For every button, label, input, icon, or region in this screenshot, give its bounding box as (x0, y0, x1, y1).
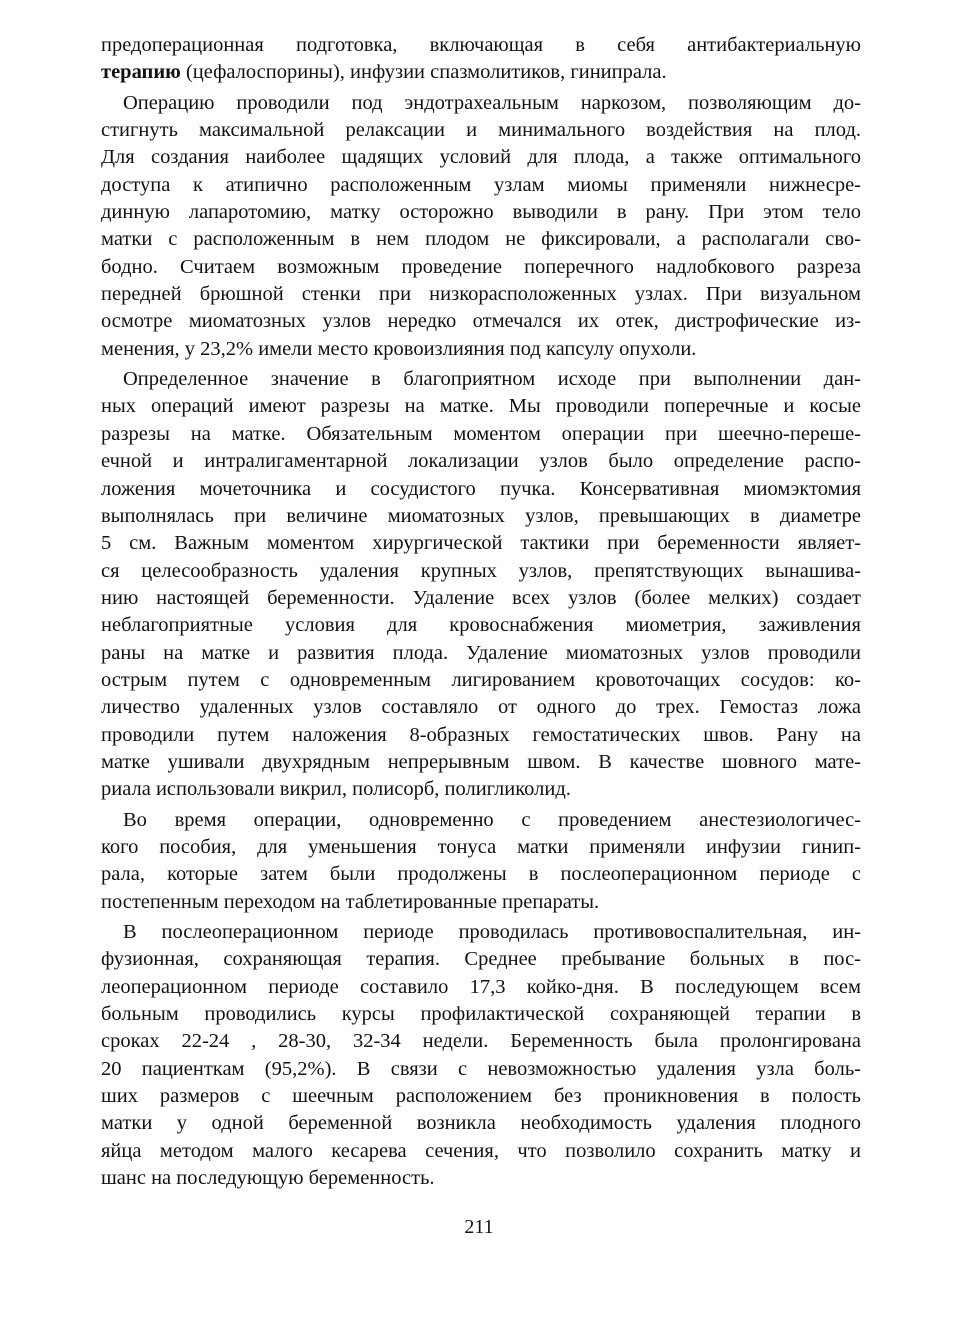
page-number: 211 (464, 1216, 494, 1238)
text-line: Во время операции, одновременно с проведением анестезиологичес- (123, 808, 861, 831)
paragraph (101, 90, 861, 363)
text-line: стигнуть максимальной релаксации и минимального воздействия на плод. (101, 119, 861, 142)
bold-term: терапию (101, 61, 181, 84)
text-line: матки с расположенным в нем плодом не фиксировали, а располагали сво- (101, 228, 861, 251)
text-line: ных операций имеют разрезы на матке. Мы проводили поперечные и косые (101, 395, 861, 418)
paragraph (101, 919, 861, 1192)
text-line: риала использовали викрил, полисорб, полигликолид. (101, 778, 571, 801)
text-line: ся целесообразность удаления крупных узлов, препятствующих вынашива- (101, 559, 861, 582)
text-line: фузионная, сохраняющая терапия. Среднее пребывание больных в пос- (101, 948, 861, 971)
text-line-rest: (цефалоспорины), инфузии спазмолитиков, гинипрала. (185, 61, 667, 84)
text-line: сроках 22-24 , 28-30, 32-34 недели. Беременность была пролонгирована (101, 1030, 861, 1053)
text-line: шанс на последующую беременность. (101, 1167, 435, 1190)
text-line: рала, которые затем были продолжены в послеоперационном периоде с (101, 863, 861, 886)
text-line: Определенное значение в благоприятном исходе при выполнении дан- (123, 368, 861, 391)
text-line: постепенным переходом на таблетированные препараты. (101, 890, 600, 913)
text-line: матке ушивали двухрядным непрерывным швом. В качестве шовного мате- (101, 750, 861, 773)
text-line: раны на матке и развития плода. Удаление миоматозных узлов проводили (101, 641, 861, 664)
text-line: 5 см. Важным моментом хирургической тактики при беременности являет- (101, 532, 861, 555)
text-line: 20 пациенткам (95,2%). В связи с невозможностью удаления узла боль- (101, 1057, 861, 1080)
text-line: проводили путем наложения 8-образных гемостатических швов. Рану на (101, 723, 861, 746)
text-line: выполнялась при величине миоматозных узлов, превышающих в диаметре (101, 504, 861, 527)
document-page (101, 32, 861, 1192)
text-line: предоперационная подготовка, включающая в себя антибактериальную (101, 34, 861, 56)
paragraph (101, 366, 861, 804)
text-line: острым путем с одновременным лигированием кровоточащих сосудов: ко- (101, 668, 861, 691)
text-line: передней брюшной стенки при низкорасположенных узлах. При визуальном (101, 283, 861, 306)
text-line: Для создания наиболее щадящих условий для плода, а также оптимального (101, 146, 861, 169)
text-line: яйца методом малого кесарева сечения, что позволило сохранить матку и (101, 1139, 861, 1162)
text-line: ечной и интралигаментарной локализации узлов было определение распо- (101, 450, 861, 473)
paragraph (101, 807, 861, 916)
text-line: динную лапаротомию, матку осторожно выводили в рану. При этом тело (101, 201, 861, 224)
text-line: менения, у 23,2% имели место кровоизлияния под капсулу опухоли. (101, 337, 697, 360)
text-line: доступа к атипично расположенным узлам миомы применяли нижнесре- (101, 173, 861, 196)
text-line: нию настоящей беременности. Удаление всех узлов (более мелких) создает (101, 586, 861, 609)
paragraph (101, 32, 861, 87)
text-line: осмотре миоматозных узлов нередко отмечался их отек, дистрофические из- (101, 310, 861, 333)
text-line: больным проводились курсы профилактической сохраняющей терапии в (101, 1003, 861, 1026)
text-line (101, 59, 861, 86)
text-line: разрезы на матке. Обязательным моментом операции при шеечно-переше- (101, 422, 861, 445)
text-line: В послеоперационном периоде проводилась противовоспалительная, ин- (123, 921, 861, 943)
text-line: личество удаленных узлов составляло от одного до трех. Гемостаз ложа (101, 696, 861, 719)
text-line: неблагоприятные условия для кровоснабжения миометрия, заживления (101, 614, 861, 637)
text-line: Операцию проводили под эндотрахеальным наркозом, позволяющим до- (123, 91, 861, 114)
text-line: матки у одной беременной возникла необходимость удаления плодного (101, 1112, 861, 1135)
text-line: кого пособия, для уменьшения тонуса матки применяли инфузии гинип- (101, 835, 861, 858)
text-line: ших размеров с шеечным расположением без проникновения в полость (101, 1085, 861, 1108)
text-line: ложения мочеточника и сосудистого пучка. Консервативная миомэктомия (101, 477, 861, 500)
text-line: леоперационном периоде составило 17,3 койко-дня. В последующем всем (101, 975, 861, 998)
text-line: бодно. Считаем возможным проведение поперечного надлобкового разреза (101, 255, 861, 278)
